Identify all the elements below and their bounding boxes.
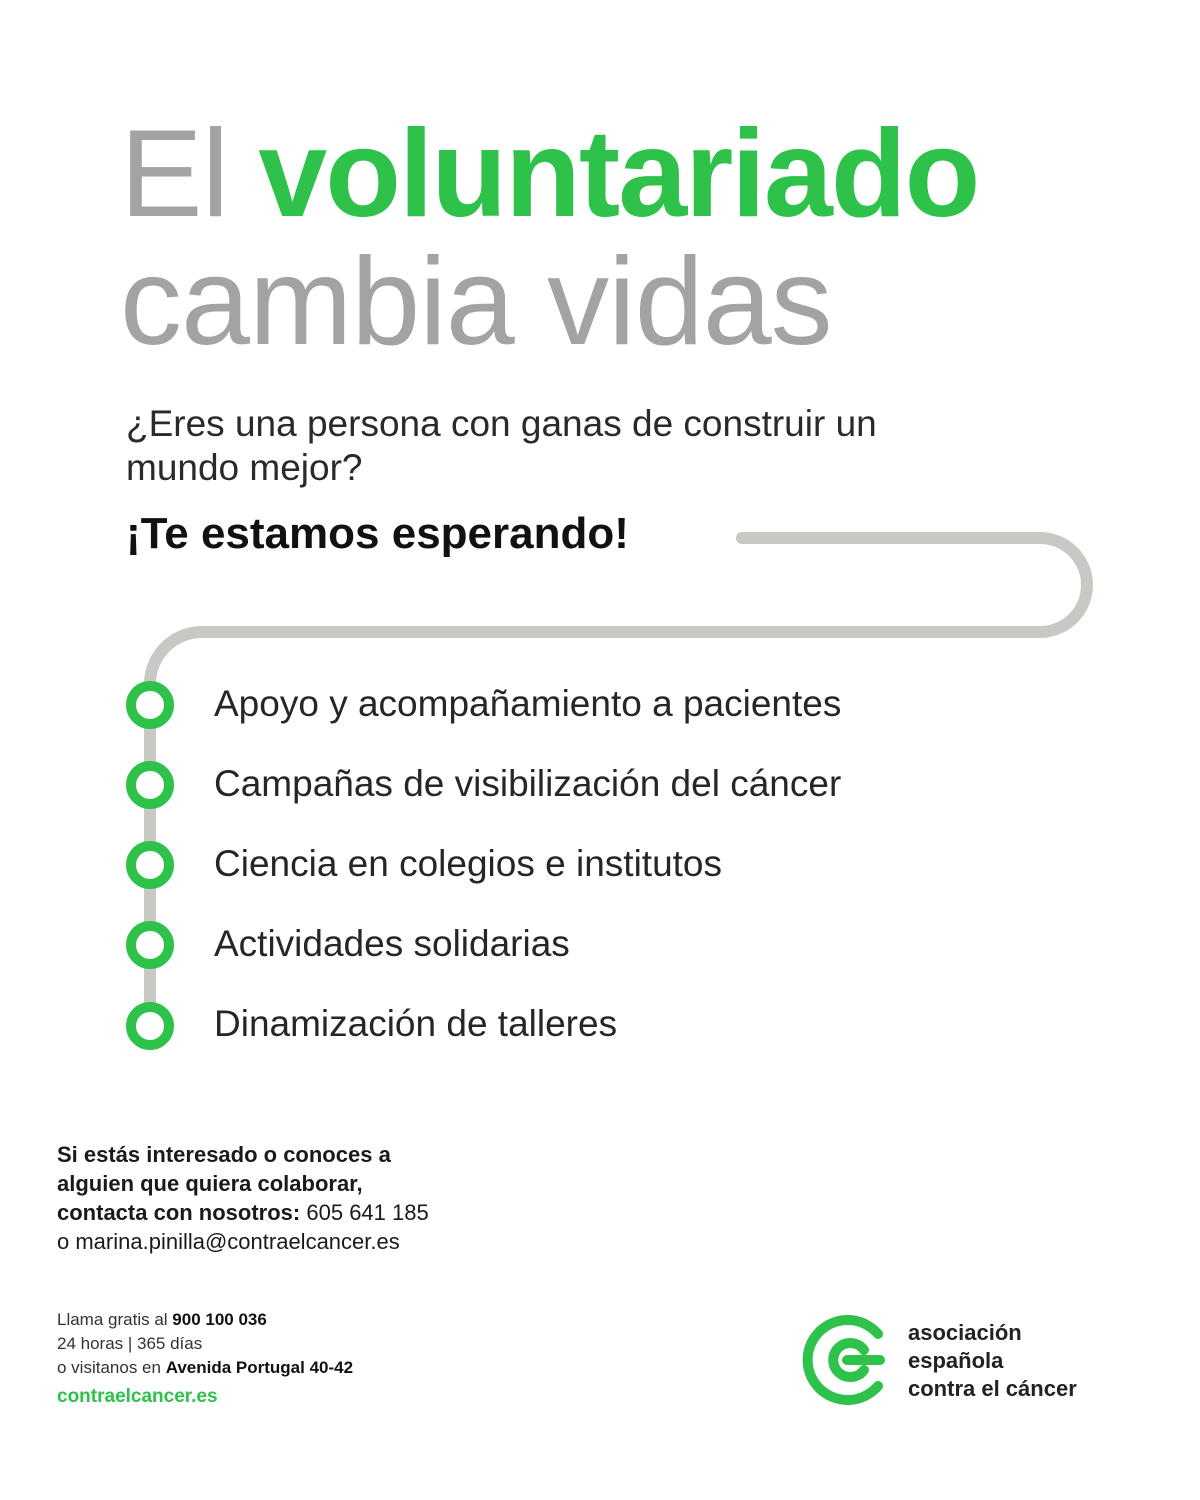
bullet-circle-icon (131, 686, 169, 724)
bullet-circle-icon (131, 766, 169, 804)
aecc-logo-icon (800, 1310, 896, 1410)
visit-prefix: o visitanos en (57, 1358, 161, 1377)
headline-light-word: El (120, 105, 229, 243)
hours: 24 horas | 365 días (57, 1334, 203, 1353)
contact-line2: alguien que quiera colaborar, (57, 1171, 363, 1196)
intro-cta: ¡Te estamos esperando! (126, 509, 629, 558)
logo-text (908, 1319, 1077, 1403)
logo-line3: contra el cáncer (908, 1376, 1077, 1401)
activity-item: Ciencia en colegios e institutos (214, 843, 723, 884)
contact-block (57, 1140, 577, 1256)
contact-line3: contacta con nosotros: (57, 1200, 301, 1225)
logo-line2: española (908, 1348, 1004, 1373)
activity-item: Actividades solidarias (214, 923, 570, 964)
headline-line2: cambia vidas (120, 233, 832, 371)
footer-info (57, 1308, 353, 1380)
website-link[interactable]: contraelcancer.es (57, 1386, 218, 1407)
activity-item: Dinamización de talleres (214, 1003, 618, 1044)
bullet-circle-icon (131, 1007, 169, 1045)
bullet-circle-icon (131, 846, 169, 884)
contact-line1: Si estás interesado o conoces a (57, 1142, 391, 1167)
contact-phone: 605 641 185 (306, 1200, 429, 1225)
headline-bold-word: voluntariado (258, 105, 979, 243)
intro-question: ¿Eres una persona con ganas de construir un mundo mejor? (126, 403, 877, 488)
logo-line1: asociación (908, 1320, 1022, 1345)
activity-item: Campañas de visibilización del cáncer (214, 763, 842, 804)
activity-item: Apoyo y acompañamiento a pacientes (214, 683, 842, 724)
call-prefix: Llama gratis al (57, 1310, 168, 1329)
bullet-circle-icon (131, 926, 169, 964)
call-number: 900 100 036 (172, 1310, 267, 1329)
visit-address: Avenida Portugal 40-42 (165, 1358, 354, 1377)
contact-email: o marina.pinilla@contraelcancer.es (57, 1229, 400, 1254)
